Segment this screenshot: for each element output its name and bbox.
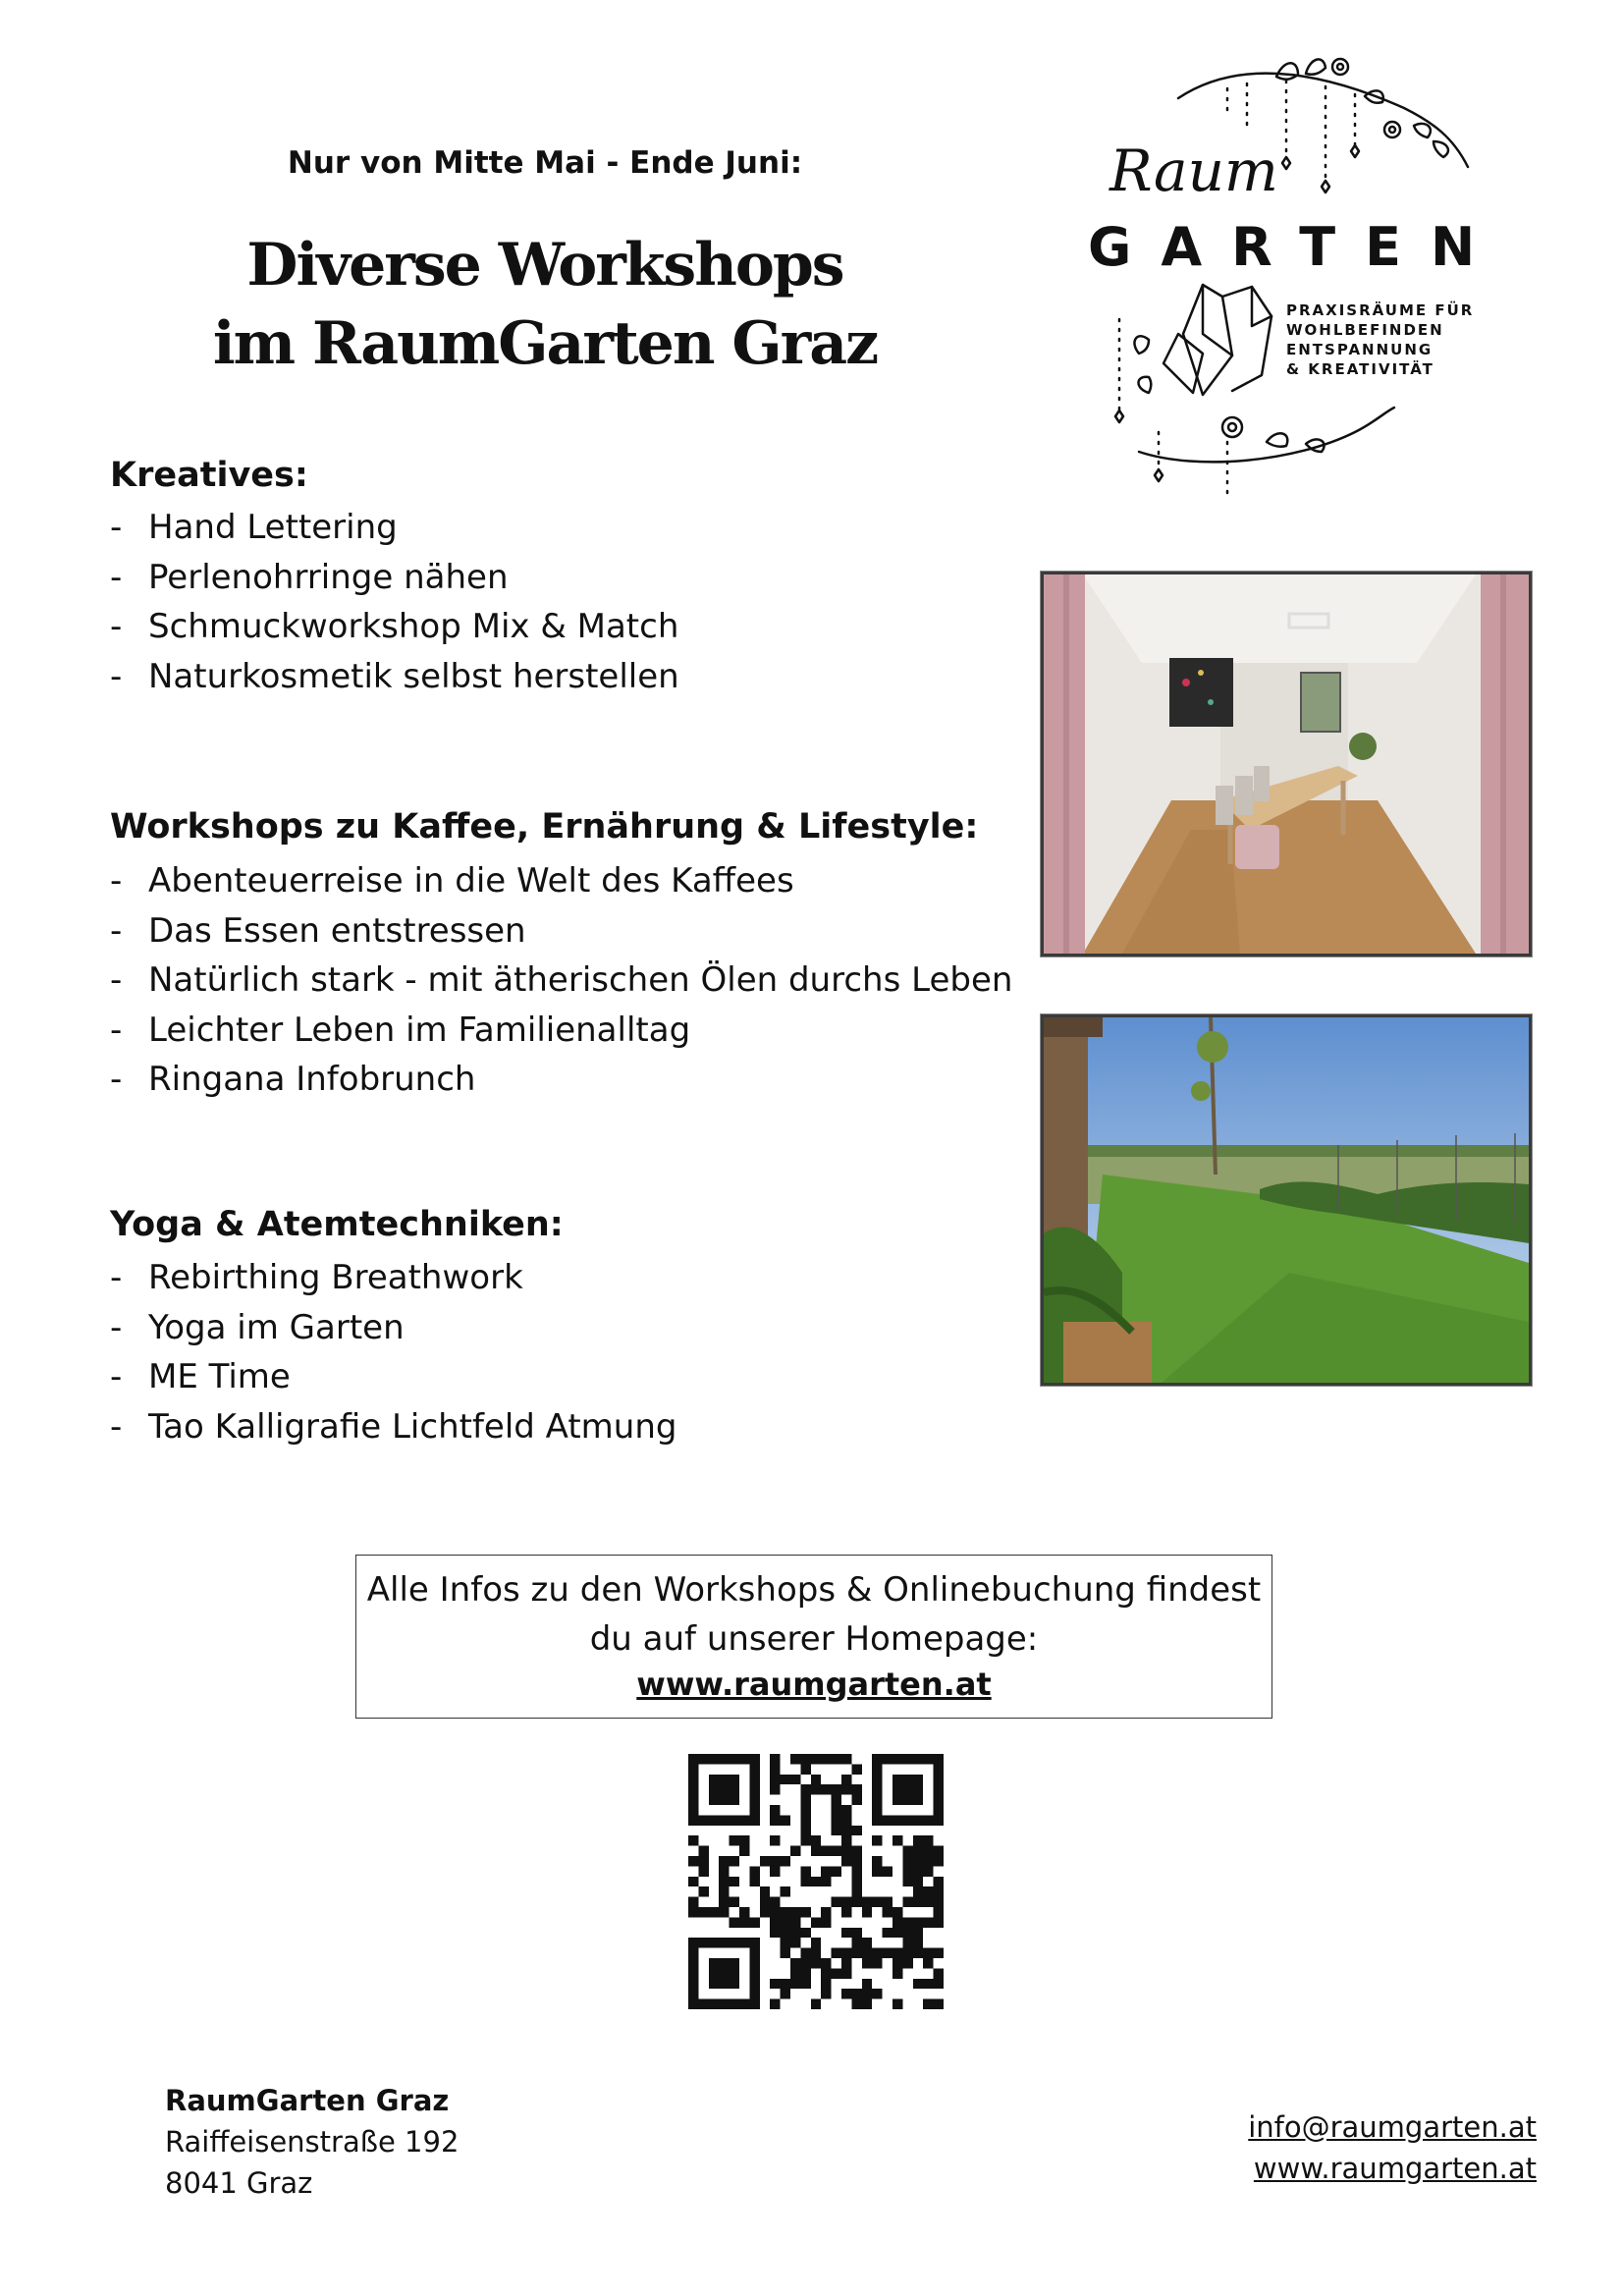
- qr-module: [841, 1754, 851, 1764]
- qr-module: [913, 1948, 923, 1958]
- qr-module: [872, 1835, 882, 1845]
- logo-tagline-4: & KREATIVITÄT: [1286, 360, 1434, 378]
- qr-module: [698, 1856, 708, 1866]
- qr-module: [770, 1999, 780, 2009]
- qr-module: [790, 1938, 800, 1947]
- qr-module: [698, 1866, 708, 1876]
- list-item: - Tao Kalligrafie Lichtfeld Atmung: [110, 1406, 677, 1447]
- qr-module: [883, 1866, 893, 1876]
- qr-module: [883, 1907, 893, 1917]
- qr-module: [851, 1897, 861, 1907]
- qr-module: [883, 1948, 893, 1958]
- qr-module: [902, 1866, 912, 1876]
- qr-module: [781, 1886, 790, 1896]
- list-item: - Natürlich stark - mit ätherischen Ölen durchs Leben: [110, 960, 1013, 1000]
- qr-module: [800, 1968, 810, 1978]
- qr-module: [934, 1907, 944, 1917]
- qr-module: [730, 1877, 739, 1886]
- qr-module: [832, 1968, 841, 1978]
- qr-module: [800, 1979, 810, 1989]
- qr-module: [800, 1866, 810, 1876]
- qr-module: [730, 1897, 739, 1907]
- qr-module: [913, 1938, 923, 1947]
- qr-module: [811, 1775, 821, 1784]
- qr-module: [862, 1999, 872, 2009]
- qr-module: [770, 1917, 780, 1927]
- qr-module: [821, 1877, 831, 1886]
- list-item: - Rebirthing Breathwork: [110, 1258, 523, 1297]
- qr-module: [902, 1877, 912, 1886]
- list-item: - Ringana Infobrunch: [110, 1060, 476, 1099]
- qr-module: [851, 1938, 861, 1947]
- qr-module: [934, 1877, 944, 1886]
- qr-module: [923, 1917, 933, 1927]
- qr-module: [872, 1866, 882, 1876]
- qr-module: [770, 1928, 780, 1938]
- qr-module: [913, 1917, 923, 1927]
- qr-module: [934, 1999, 944, 2009]
- qr-module: [800, 1948, 810, 1958]
- qr-module: [841, 1958, 851, 1968]
- qr-module: [719, 1877, 729, 1886]
- qr-module: [770, 1784, 780, 1794]
- qr-finder-core: [709, 1775, 739, 1805]
- qr-module: [800, 1795, 810, 1805]
- qr-module: [800, 1877, 810, 1886]
- qr-module: [913, 1928, 923, 1938]
- qr-module: [770, 1979, 780, 1989]
- qr-module: [893, 1958, 902, 1968]
- qr-module: [934, 1948, 944, 1958]
- qr-module: [709, 1907, 719, 1917]
- qr-module: [851, 1999, 861, 2009]
- qr-module: [841, 1948, 851, 1958]
- qr-module: [893, 1917, 902, 1927]
- qr-module: [800, 1928, 810, 1938]
- qr-module: [862, 1948, 872, 1958]
- footer-city: 8041 Graz: [165, 2166, 313, 2200]
- qr-module: [902, 1917, 912, 1927]
- qr-module: [781, 1775, 790, 1784]
- logo-tagline: [1286, 301, 1474, 379]
- footer-name: RaumGarten Graz: [165, 2084, 450, 2117]
- homepage-link[interactable]: www.raumgarten.at: [636, 1666, 992, 1703]
- qr-module: [902, 1897, 912, 1907]
- logo-crystal: [1163, 285, 1271, 395]
- qr-module: [770, 1856, 780, 1866]
- qr-module: [872, 1989, 882, 1998]
- qr-module: [872, 1958, 882, 1968]
- qr-module: [821, 1917, 831, 1927]
- qr-module: [800, 1784, 810, 1794]
- qr-module: [790, 1917, 800, 1927]
- qr-module: [770, 1897, 780, 1907]
- qr-module: [902, 1938, 912, 1947]
- qr-module: [739, 1835, 749, 1845]
- qr-module: [688, 1877, 698, 1886]
- list-item: - Hand Lettering: [110, 508, 398, 547]
- qr-module: [902, 1846, 912, 1856]
- qr-module: [883, 1897, 893, 1907]
- qr-module: [832, 1826, 841, 1835]
- qr-module: [781, 1989, 790, 1998]
- qr-module: [688, 1835, 698, 1845]
- qr-module: [821, 1958, 831, 1968]
- qr-module: [913, 1835, 923, 1845]
- title-line-1: Diverse Workshops: [246, 231, 843, 300]
- qr-module: [841, 1928, 851, 1938]
- qr-module: [781, 1907, 790, 1917]
- footer-email-link[interactable]: info@raumgarten.at: [1248, 2110, 1537, 2144]
- qr-module: [923, 1846, 933, 1856]
- qr-module: [790, 1958, 800, 1968]
- qr-module: [841, 1907, 851, 1917]
- qr-module: [841, 1989, 851, 1998]
- qr-module: [923, 1948, 933, 1958]
- footer-contact: [1248, 2106, 1537, 2189]
- qr-module: [790, 1928, 800, 1938]
- qr-module: [781, 1948, 790, 1958]
- qr-module: [719, 1886, 729, 1896]
- qr-module: [841, 1805, 851, 1815]
- qr-module: [770, 1805, 780, 1815]
- qr-module: [821, 1846, 831, 1856]
- qr-module: [749, 1877, 759, 1886]
- qr-module: [790, 1846, 800, 1856]
- qr-module: [902, 1928, 912, 1938]
- qr-module: [832, 1897, 841, 1907]
- qr-module: [770, 1907, 780, 1917]
- qr-module: [811, 1877, 821, 1886]
- qr-module: [800, 1826, 810, 1835]
- qr-module: [862, 1897, 872, 1907]
- qr-module: [851, 1948, 861, 1958]
- logo-leaves-top: [1276, 59, 1448, 157]
- qr-module: [811, 1784, 821, 1794]
- qr-module: [883, 1928, 893, 1938]
- qr-module: [730, 1835, 739, 1845]
- qr-module: [770, 1815, 780, 1825]
- qr-module: [841, 1846, 851, 1856]
- qr-module: [832, 1805, 841, 1815]
- qr-module: [688, 1907, 698, 1917]
- qr-module: [934, 1846, 944, 1856]
- qr-module: [832, 1948, 841, 1958]
- qr-module: [913, 1846, 923, 1856]
- qr-module: [821, 1866, 831, 1876]
- qr-module: [781, 1917, 790, 1927]
- qr-module: [781, 1815, 790, 1825]
- qr-module: [770, 1775, 780, 1784]
- qr-module: [841, 1815, 851, 1825]
- qr-module: [811, 1948, 821, 1958]
- qr-module: [934, 1856, 944, 1866]
- qr-module: [832, 1815, 841, 1825]
- qr-module: [851, 1877, 861, 1886]
- qr-module: [760, 1856, 770, 1866]
- subtitle: Nur von Mitte Mai - Ende Juni:: [287, 145, 803, 181]
- qr-module: [841, 1897, 851, 1907]
- qr-module: [688, 1856, 698, 1866]
- qr-module: [770, 1764, 780, 1774]
- qr-module: [821, 1907, 831, 1917]
- qr-module: [913, 1886, 923, 1896]
- qr-module: [800, 1815, 810, 1825]
- qr-module: [770, 1835, 780, 1845]
- qr-module: [790, 1754, 800, 1764]
- qr-module: [811, 1835, 821, 1845]
- qr-module: [862, 1938, 872, 1947]
- info-box: [355, 1555, 1272, 1719]
- qr-module: [739, 1917, 749, 1927]
- list-item: - Schmuckworkshop Mix & Match: [110, 607, 679, 646]
- qr-module: [862, 1907, 872, 1917]
- qr-module: [832, 1795, 841, 1805]
- info-line-2: du auf unserer Homepage:: [589, 1619, 1039, 1659]
- qr-module: [821, 1754, 831, 1764]
- qr-module: [832, 1784, 841, 1794]
- qr-module: [923, 1856, 933, 1866]
- qr-module: [862, 1979, 872, 1989]
- qr-code[interactable]: [688, 1753, 944, 2010]
- qr-module: [851, 1928, 861, 1938]
- footer-address: [165, 2080, 459, 2204]
- qr-module: [832, 1866, 841, 1876]
- qr-module: [760, 1907, 770, 1917]
- qr-module: [851, 1886, 861, 1896]
- qr-module: [902, 1948, 912, 1958]
- qr-module: [913, 1866, 923, 1876]
- section-list-yoga: [110, 1253, 676, 1451]
- qr-module: [698, 1886, 708, 1896]
- qr-module: [730, 1917, 739, 1927]
- footer-street: Raiffeisenstraße 192: [165, 2125, 460, 2159]
- qr-module: [851, 1826, 861, 1835]
- qr-module: [893, 1928, 902, 1938]
- qr-module: [781, 1979, 790, 1989]
- qr-module: [872, 1948, 882, 1958]
- qr-module: [923, 1897, 933, 1907]
- qr-module: [841, 1968, 851, 1978]
- qr-module: [800, 1764, 810, 1774]
- qr-module: [902, 1856, 912, 1866]
- qr-module: [739, 1907, 749, 1917]
- raumgarten-logo: [1080, 39, 1505, 501]
- qr-module: [800, 1805, 810, 1815]
- qr-module: [770, 1866, 780, 1876]
- list-item: - Naturkosmetik selbst herstellen: [110, 656, 679, 696]
- qr-module: [800, 1907, 810, 1917]
- qr-module: [760, 1897, 770, 1907]
- qr-module: [934, 1886, 944, 1896]
- qr-module: [851, 1795, 861, 1805]
- qr-module: [821, 1989, 831, 1998]
- qr-module: [749, 1866, 759, 1876]
- qr-module: [821, 1968, 831, 1978]
- qr-module: [719, 1866, 729, 1876]
- qr-module: [851, 1866, 861, 1876]
- qr-module: [851, 1784, 861, 1794]
- garden-photo: [1041, 1014, 1532, 1386]
- section-heading-kreatives: Kreatives:: [110, 456, 308, 495]
- qr-module: [902, 1958, 912, 1968]
- qr-module: [811, 1958, 821, 1968]
- qr-module: [790, 1979, 800, 1989]
- qr-module: [698, 1846, 708, 1856]
- qr-module: [934, 1968, 944, 1978]
- logo-tagline-2: WOHLBEFINDEN: [1286, 321, 1444, 339]
- qr-module: [893, 1907, 902, 1917]
- qr-module: [760, 1886, 770, 1896]
- logo-tagline-3: ENTSPANNUNG: [1286, 341, 1434, 358]
- section-list-kreatives: [110, 503, 679, 701]
- list-item: - Abenteuerreise in die Welt des Kaffees: [110, 861, 794, 901]
- qr-module: [923, 1886, 933, 1896]
- qr-module: [923, 1958, 933, 1968]
- qr-module: [851, 1846, 861, 1856]
- section-heading-yoga: Yoga & Atemtechniken:: [110, 1205, 564, 1244]
- qr-module: [781, 1856, 790, 1866]
- logo-branch-bottom: [1139, 408, 1394, 462]
- qr-module: [923, 1979, 933, 1989]
- qr-module: [749, 1917, 759, 1927]
- info-line-1: Alle Infos zu den Workshops & Onlinebuchung findest: [366, 1570, 1262, 1610]
- footer-website-link[interactable]: www.raumgarten.at: [1253, 2152, 1537, 2185]
- qr-module: [923, 1835, 933, 1845]
- section-heading-kaffee: Workshops zu Kaffee, Ernährung & Lifestyle:: [110, 807, 979, 847]
- logo-tagline-1: PRAXISRÄUME FÜR: [1286, 301, 1475, 319]
- qr-module: [832, 1846, 841, 1856]
- qr-code-graphic: [688, 1753, 944, 2010]
- logo-wordmark: GARTEN: [1088, 216, 1505, 278]
- qr-module: [841, 1784, 851, 1794]
- qr-module: [893, 1948, 902, 1958]
- qr-module: [719, 1907, 729, 1917]
- qr-module: [893, 1999, 902, 2009]
- qr-module: [851, 1989, 861, 1998]
- room-photo: [1041, 572, 1532, 957]
- qr-module: [851, 1764, 861, 1774]
- qr-module: [781, 1928, 790, 1938]
- qr-module: [872, 1856, 882, 1866]
- qr-module: [719, 1897, 729, 1907]
- qr-module: [781, 1938, 790, 1947]
- qr-module: [862, 1989, 872, 1998]
- qr-module: [811, 1938, 821, 1947]
- qr-module: [893, 1835, 902, 1845]
- qr-module: [811, 1846, 821, 1856]
- qr-module: [790, 1907, 800, 1917]
- qr-module: [841, 1826, 851, 1835]
- qr-module: [841, 1835, 851, 1845]
- qr-module: [688, 1897, 698, 1907]
- qr-module: [934, 1897, 944, 1907]
- qr-finder-core: [893, 1775, 923, 1805]
- list-item: - Yoga im Garten: [110, 1307, 405, 1347]
- qr-module: [821, 1979, 831, 1989]
- title-line-2: im RaumGarten Graz: [212, 309, 878, 378]
- qr-module: [800, 1835, 810, 1845]
- list-item: - Leichter Leben im Familienalltag: [110, 1010, 691, 1050]
- qr-module: [934, 1979, 944, 1989]
- qr-module: [698, 1907, 708, 1917]
- qr-module: [811, 1917, 821, 1927]
- qr-module: [913, 1856, 923, 1866]
- qr-module: [893, 1968, 902, 1978]
- qr-module: [821, 1784, 831, 1794]
- qr-module: [800, 1958, 810, 1968]
- list-item: - ME Time: [110, 1357, 291, 1396]
- qr-module: [841, 1775, 851, 1784]
- qr-module: [934, 1917, 944, 1927]
- qr-module: [872, 1897, 882, 1907]
- qr-module: [730, 1856, 739, 1866]
- qr-module: [913, 1897, 923, 1907]
- qr-module: [913, 1979, 923, 1989]
- qr-module: [739, 1846, 749, 1856]
- list-item: - Perlenohrringe nähen: [110, 557, 509, 597]
- qr-module: [790, 1968, 800, 1978]
- qr-module: [913, 1877, 923, 1886]
- logo-script: Raum: [1109, 137, 1278, 204]
- qr-module: [811, 1754, 821, 1764]
- qr-module: [923, 1999, 933, 2009]
- qr-module: [770, 1754, 780, 1764]
- qr-module: [841, 1856, 851, 1866]
- qr-module: [851, 1856, 861, 1866]
- qr-module: [719, 1856, 729, 1866]
- qr-module: [862, 1958, 872, 1968]
- list-item: - Das Essen entstressen: [110, 910, 526, 951]
- qr-module: [800, 1754, 810, 1764]
- section-list-kaffee: [110, 856, 1012, 1105]
- qr-module: [923, 1866, 933, 1876]
- qr-module: [811, 1999, 821, 2009]
- qr-module: [790, 1775, 800, 1784]
- qr-module: [832, 1754, 841, 1764]
- page-title: [110, 226, 980, 383]
- qr-finder-core: [709, 1958, 739, 1989]
